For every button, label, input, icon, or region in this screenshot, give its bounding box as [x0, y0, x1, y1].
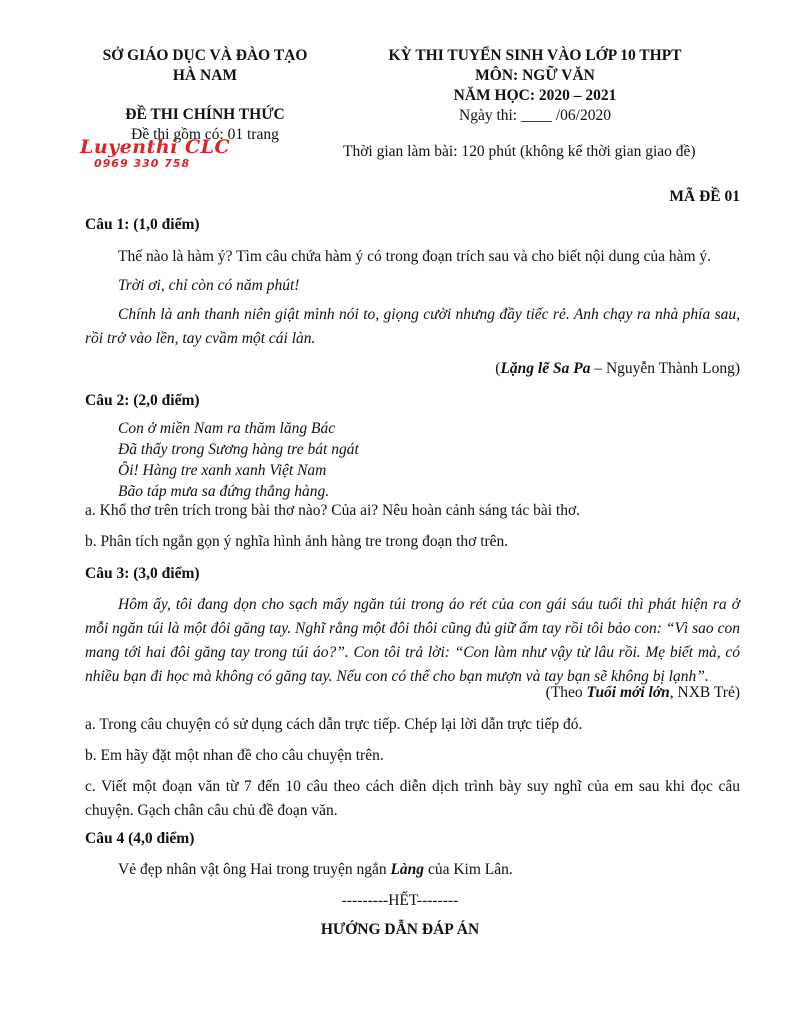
page-count: Đề thi gồm có: 01 trang — [131, 126, 279, 143]
q3-source-title: Tuổi mới lớn — [586, 684, 670, 701]
q4-prompt-post: của Kim Lân. — [424, 861, 513, 878]
official-label: ĐỀ THI CHÍNH THỨC — [125, 106, 285, 123]
duration: Thời gian làm bài: 120 phút (không kể thời gian giao đề) — [343, 143, 696, 160]
q3-part-c: c. Viết một đoạn văn từ 7 đến 10 câu theo cách diễn dịch trình bày suy nghĩ của em sau khi đọc câu chuyện. Gạch chân câu chủ đề đoạn văn. — [85, 778, 740, 819]
department-line2: HÀ NAM — [172, 67, 238, 84]
q1-source-title: Lặng lẽ Sa Pa — [500, 360, 591, 377]
q1-source-open: ( — [495, 360, 501, 377]
poem-line: Ôi! Hàng tre xanh xanh Việt Nam — [118, 462, 327, 479]
logo-phone: 0969 330 758 — [94, 157, 191, 170]
end-mark: ---------HẾT-------- — [341, 892, 459, 909]
q3-source — [85, 681, 740, 705]
q4-title: Câu 4 (4,0 điểm) — [85, 830, 195, 847]
school-year: NĂM HỌC: 2020 – 2021 — [453, 87, 617, 104]
q1-quote2: Chính là anh thanh niên giật mình nói to, giọng cười nhưng đầy tiếc rẻ. Anh chạy ra nhà phía sau, rồi trở vào lền, tay cvầm một cái làn. — [85, 306, 740, 347]
q1-prompt: Thế nào là hàm ý? Tìm câu chứa hàm ý có trong đoạn trích sau và cho biết nội dung của hàm ý. — [118, 248, 712, 265]
department-line1: SỞ GIÁO DỤC VÀ ĐÀO TẠO — [102, 47, 308, 64]
poem-line: Con ở miền Nam ra thăm lăng Bác — [118, 420, 336, 437]
q2-part-a: a. Khổ thơ trên trích trong bài thơ nào? Của ai? Nêu hoàn cảnh sáng tác bài thơ. — [85, 502, 581, 519]
exam-code: MÃ ĐỀ 01 — [669, 188, 740, 205]
q4-prompt-pre: Vẻ đẹp nhân vật ông Hai trong truyện ngắn — [118, 861, 391, 878]
header-right — [350, 46, 720, 126]
q3-title: Câu 3: (3,0 điểm) — [85, 565, 200, 582]
q2-part-b: b. Phân tích ngắn gọn ý nghĩa hình ảnh hàng tre trong đoạn thơ trên. — [85, 533, 509, 550]
subject: MÔN: NGỮ VĂN — [475, 67, 595, 84]
answer-heading: HƯỚNG DẪN ĐÁP ÁN — [320, 921, 480, 938]
poem-line: Đã thấy trong Sương hàng tre bát ngát — [118, 441, 359, 458]
exam-date: Ngày thi: ____ /06/2020 — [459, 107, 611, 124]
q4-prompt — [85, 858, 740, 882]
q3-part-b: b. Em hãy đặt một nhan đề cho câu chuyện trên. — [85, 747, 384, 764]
logo-name: Luyenthi CLC — [80, 136, 231, 158]
q1-source — [85, 357, 740, 381]
q2-title: Câu 2: (2,0 điểm) — [85, 392, 200, 409]
q4-prompt-title: Làng — [390, 861, 425, 878]
q3-source-open: (Theo — [545, 684, 587, 701]
q1-title: Câu 1: (1,0 điểm) — [85, 216, 200, 233]
q3-passage: Hôm ấy, tôi đang dọn cho sạch mấy ngăn túi trong áo rét của con gái sáu tuổi thì phát hiện ra ở mỗi ngăn túi là một đôi găng tay. Nghĩ rằng một đôi thôi cũng đủ giữ ấm tay rồi tôi bảo con: “Vì sao con mang tới hai đôi găng tay trong túi áo?”. Con tôi trả lời: “Con làm như vậy từ lâu rồi. Mẹ biết mà, có nhiều bạn đi học mà không có găng tay. Nếu con có thể cho bạn mượn và tay bạn sẽ không bị lạnh”. — [85, 596, 740, 685]
q1-quote1: Trời ơi, chỉ còn có năm phút! — [118, 277, 300, 294]
q3-source-rest: , NXB Trẻ) — [669, 684, 740, 701]
poem-line: Bão táp mưa sa đứng thẳng hàng. — [118, 483, 330, 500]
exam-title: KỲ THI TUYỂN SINH VÀO LỚP 10 THPT — [388, 47, 682, 64]
q1-source-author: – Nguyễn Thành Long) — [590, 360, 740, 377]
q3-part-a: a. Trong câu chuyện có sử dụng cách dẫn trực tiếp. Chép lại lời dẫn trực tiếp đó. — [85, 716, 583, 733]
q2-poem — [118, 418, 359, 502]
luyenthi-logo — [80, 137, 240, 177]
header-left — [70, 46, 340, 145]
